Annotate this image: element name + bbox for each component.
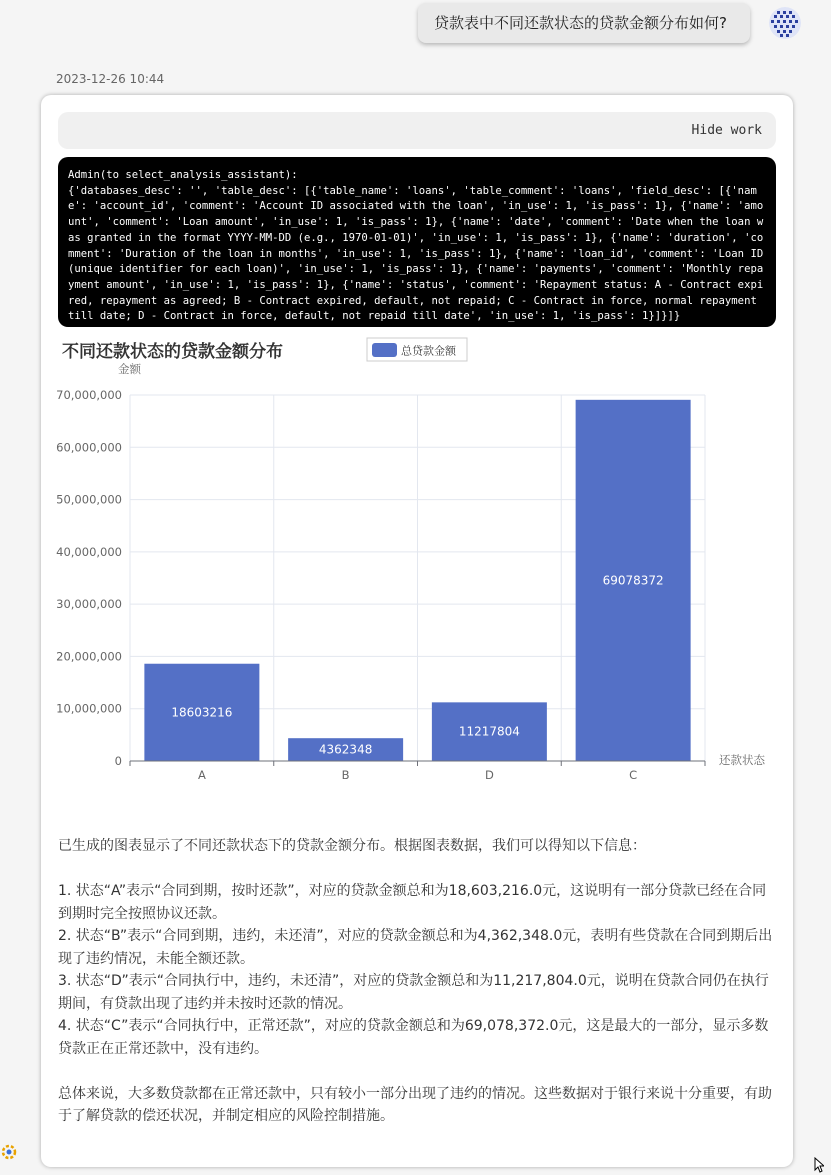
user-avatar[interactable] (769, 7, 801, 39)
y-tick-label: 0 (114, 754, 122, 768)
y-tick-label: 10,000,000 (56, 701, 122, 716)
summary-item: 3. 状态“D”表示“合同执行中，违约，未还清”，对应的贷款金额总和为11,217,804.0元，说明在贷款合同仍在执行期间，有贷款出现了违约并未按时还款的情况。 (58, 973, 769, 1012)
y-axis-ticks (56, 388, 122, 768)
bar-data-label: 69078372 (602, 573, 664, 588)
y-tick-label: 50,000,000 (56, 492, 122, 507)
y-tick-label: 30,000,000 (56, 597, 122, 612)
y-tick-label: 40,000,000 (56, 544, 122, 559)
summary-item: 4. 状态“C”表示“合同执行中，正常还款”，对应的贷款金额总和为69,078,372.0元，这是最大的一部分，显示多数贷款正在正常还款中，没有违约。 (58, 1018, 769, 1057)
summary-text (58, 835, 778, 1128)
work-toggle-bar (58, 112, 776, 149)
x-tick-label: C (629, 768, 638, 782)
summary-intro: 已生成的图表显示了不同还款状态下的贷款金额分布。根据图表数据，我们可以得知以下信息： (58, 838, 646, 854)
x-tick-label: A (197, 768, 206, 782)
user-message-text: 贷款表中不同还款状态的贷款金额分布如何? (434, 14, 727, 32)
bar-chart (41, 333, 793, 783)
bar-data-label: 4362348 (318, 742, 373, 757)
settings-icon[interactable] (0, 1143, 18, 1161)
bar-data-label: 18603216 (171, 705, 233, 720)
cursor-icon (814, 1157, 824, 1175)
y-tick-label: 20,000,000 (56, 649, 122, 664)
summary-item: 2. 状态“B”表示“合同到期，违约，未还清”，对应的贷款金额总和为4,362,348.0元，表明有些贷款在合同到期后出现了违约情况，未能全额还款。 (58, 928, 773, 967)
work-log: Admin(to select_analysis_assistant): {'databases_desc': '', 'table_desc': [{'table_name': 'loans', 'table_comment': 'loans', 'field_desc': [{'name': 'account_id', 'comment': 'Account ID associated with the loan', 'in_use': 1, 'is_pass': 1}, {'name': 'amount', 'comment': 'Loan amount', 'in_use': 1, 'is_pass': 1}, {'name': 'date', 'comment': 'Date when the loan was granted in the format YYYY-MM-DD (e.g., 1970-01-01)', 'in_use': 1, 'is_pass': 1}, {'name': 'duration', 'comment': 'Duration of the loan in months', 'in_use': 1, 'is_pass': 1}, {'name': 'loan_id', 'comment': 'Loan ID (unique identifier for each loan)', 'in_use': 1, 'is_pass': 1}, {'name': 'payments', 'comment': 'Monthly repayment amount', 'in_use': 1, 'is_pass': 1}, {'name': 'status', 'comment': 'Repayment status: A - Contract expired, repayment as agreed; B - Contract expired, default, not repaid; C - Contract in force, normal repayment till date; D - Contract in force, default, not repaid till date', 'in_use': 1, 'is_pass': 1}]}]} (58, 157, 776, 327)
x-axis-label: 还款状态 (719, 753, 765, 767)
y-tick-label: 70,000,000 (56, 388, 122, 402)
avatar-icon (769, 7, 801, 39)
chart-title: 不同还款状态的贷款金额分布 (62, 342, 283, 361)
summary-conclusion: 总体来说，大多数贷款都在正常还款中，只有较小一部分出现了违约的情况。这些数据对于银行来说十分重要，有助于了解贷款的偿还状况，并制定相应的风险控制措施。 (58, 1085, 772, 1124)
legend-label: 总贷款金额 (401, 344, 456, 358)
bar-data-label: 11217804 (458, 724, 520, 739)
y-axis-label: 金额 (118, 362, 141, 376)
chart-legend[interactable] (367, 338, 467, 361)
user-message-bubble (418, 3, 750, 43)
message-timestamp: 2023-12-26 10:44 (56, 72, 165, 86)
x-tick-label: D (484, 768, 494, 782)
y-tick-label: 60,000,000 (56, 440, 122, 455)
x-tick-label: B (341, 768, 350, 782)
legend-swatch (372, 343, 397, 357)
assistant-response-card (41, 95, 793, 1167)
hide-work-button[interactable]: Hide work (691, 123, 762, 138)
x-axis (130, 761, 705, 782)
summary-item: 1. 状态“A”表示“合同到期，按时还款”，对应的贷款金额总和为18,603,216.0元，这说明有一部分贷款已经在合同到期时完全按照协议还款。 (58, 883, 767, 922)
